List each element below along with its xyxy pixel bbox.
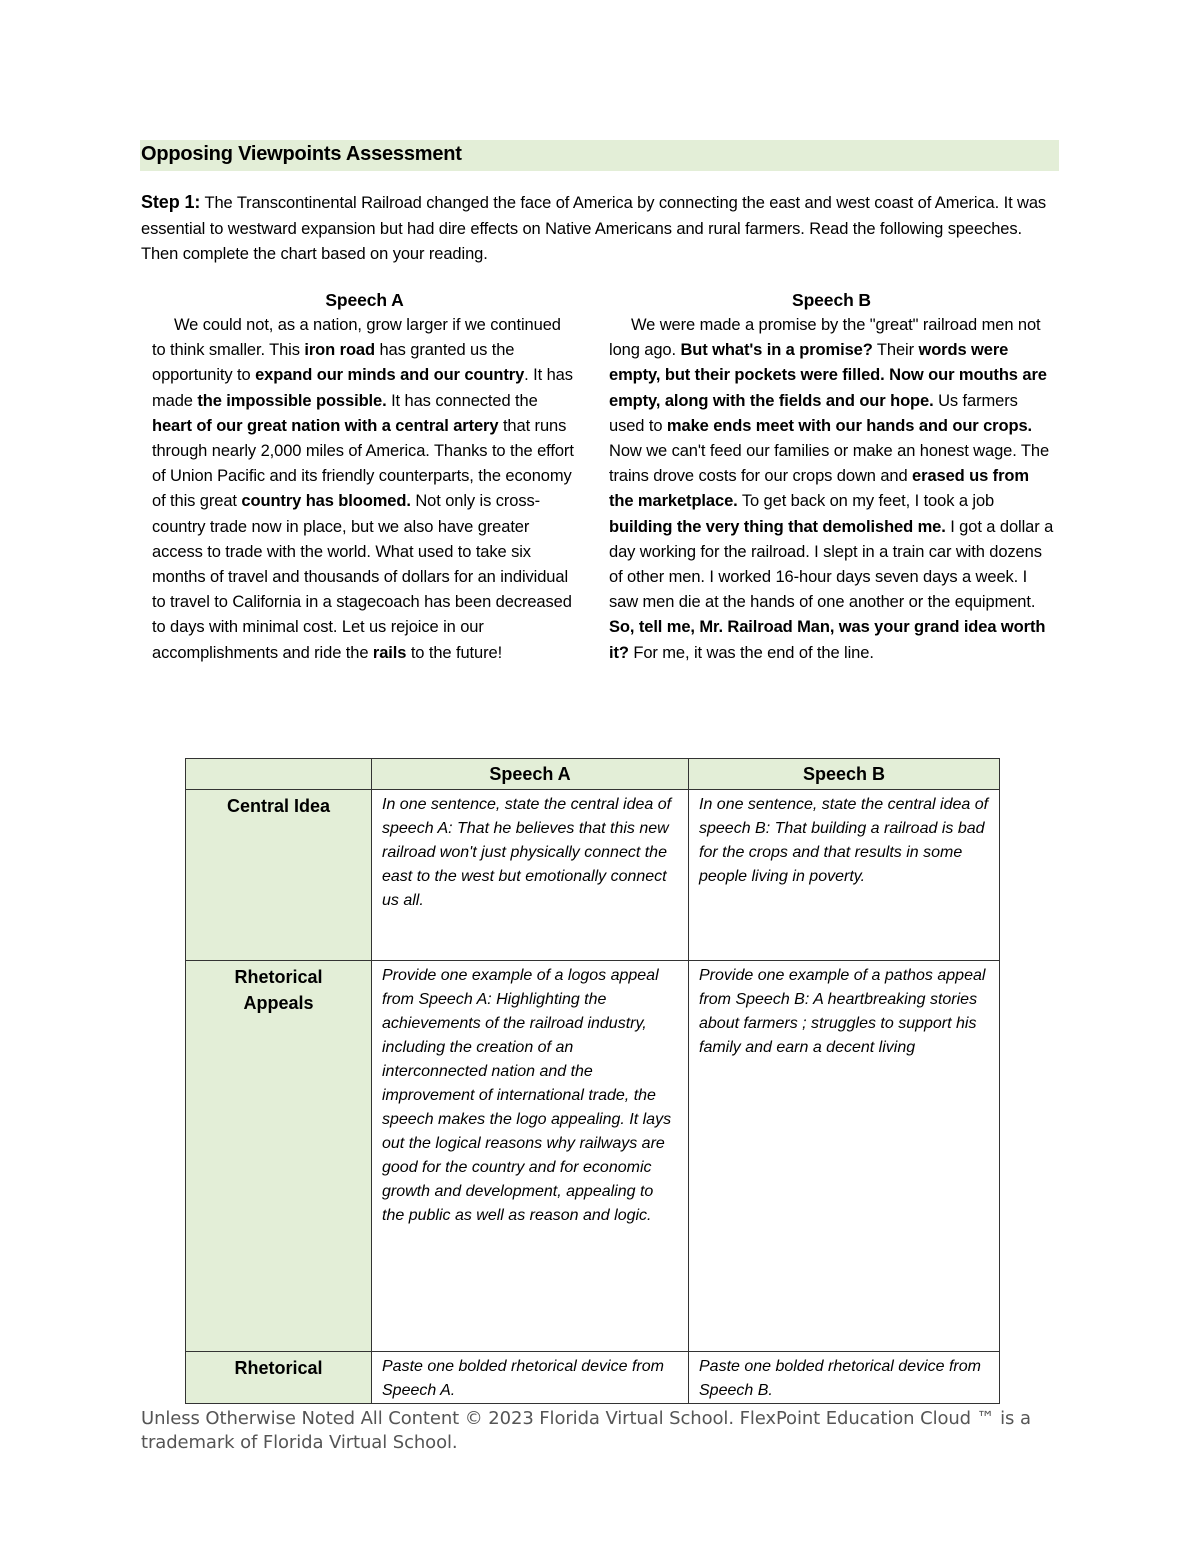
cell-rhetorical-a[interactable]: Paste one bolded rhetorical device from Speech A.	[372, 1352, 689, 1404]
speech-a-bold-phrase: iron road	[304, 341, 375, 360]
speech-a-bold-phrase: heart of our great nation with a central artery	[152, 416, 499, 435]
speech-b-heading: Speech B	[792, 290, 871, 310]
speech-b-bold-phrase: words were empty, but their pockets were filled. Now our mouths are empty, along with the fields and our hope.	[609, 341, 1047, 410]
speech-a-text-run: It has connected the	[386, 391, 538, 410]
speech-a-text-run: to the future!	[406, 643, 503, 662]
title-bar	[140, 140, 1059, 171]
row-label-central-idea: Central Idea	[186, 790, 372, 961]
footer-copyright: Unless Otherwise Noted All Content © 2023 Florida Virtual School. FlexPoint Education Cloud ™ is a trademark of Florida Virtual School.	[141, 1408, 1031, 1453]
speech-b-text-run: For me, it was the end of the line.	[628, 643, 874, 662]
chart-row-rhetorical	[186, 1352, 1000, 1404]
speech-a-bold-phrase: expand our minds and our country	[255, 366, 525, 385]
speech-b-text-run: We were made a promise by the "great" railroad men not long ago.	[609, 316, 1041, 360]
speech-a-bold-phrase: rails	[372, 643, 407, 662]
speech-a-text-run: has granted us the opportunity to	[152, 341, 515, 385]
speech-b-text-run: Now we can't feed our families or make an honest wage. The trains drove costs for our crops down and	[609, 442, 1050, 486]
speech-b-text-run: To get back on my feet, I took a job	[737, 492, 995, 511]
speech-a-text-run: that runs through nearly 2,000 miles of America. Thanks to the effort of Union Pacific and its friendly counterparts, the economy of this great	[152, 416, 574, 511]
intro-paragraph	[141, 190, 1061, 268]
speech-b-text-run: Their	[872, 341, 919, 360]
cell-rhetorical-appeals-b[interactable]: Provide one example of a pathos appeal from Speech B: A heartbreaking stories about farmers ; struggles to support his family and earn a decent living	[689, 961, 1000, 1352]
speech-b-text-run: Us farmers used to	[609, 391, 1018, 435]
cell-rhetorical-appeals-a[interactable]: Provide one example of a logos appeal from Speech A: Highlighting the achievements of the railroad industry, including the creation of an interconnected nation and the improvement of international trade, the speech makes the logo appealing. It lays out the logical reasons why railways are good for the country and for economic growth and development, appealing to the public as well as reason and logic.	[372, 961, 689, 1352]
speech-a-text-run: Not only is cross-country trade now in place, but we also have greater access to trade with the world. What used to take six months of travel and thousands of dollars for an individual to travel to California in a stagecoach has been decreased to days with minimal cost. Let us rejoice in our accomplishments and ride the	[152, 492, 572, 662]
row-label-rhetorical-appeals	[186, 961, 372, 1352]
speech-b-bold-phrase: So, tell me, Mr. Railroad Man, was your grand idea worth it?	[609, 618, 1046, 662]
chart-header-blank	[186, 759, 372, 790]
comparison-chart	[185, 758, 1000, 1404]
cell-central-idea-b[interactable]: In one sentence, state the central idea of speech B: That building a railroad is bad for the crops and that results in some people living in poverty.	[689, 790, 1000, 961]
chart-header-row	[186, 759, 1000, 790]
speech-a-text-run: We could not, as a nation, grow larger if we continued to think smaller. This	[152, 316, 561, 360]
speech-b-bold-phrase: building the very thing that demolished me.	[609, 517, 946, 536]
chart-header-speech-b: Speech B	[689, 759, 1000, 790]
row-label-rhetorical: Rhetorical	[186, 1352, 372, 1404]
speech-a	[152, 287, 577, 666]
speech-a-bold-phrase: country has bloomed.	[241, 492, 411, 511]
speech-b-text	[609, 313, 1054, 666]
speech-b-bold-phrase: erased us from the marketplace.	[609, 467, 1029, 511]
page-title: Opposing Viewpoints Assessment	[141, 143, 462, 165]
speech-b-bold-phrase: make ends meet with our hands and our crops.	[666, 416, 1033, 435]
cell-central-idea-a[interactable]: In one sentence, state the central idea of speech A: That he believes that this new railroad won't just physically connect the east to the west but emotionally connect us all.	[372, 790, 689, 961]
intro-text: The Transcontinental Railroad changed the face of America by connecting the east and west coast of America. It was essential to westward expansion but had dire effects on Native Americans and rural farmers. Read the following speeches. Then complete the chart based on your reading.	[141, 194, 1047, 263]
speech-a-heading: Speech A	[325, 290, 404, 310]
chart-header-speech-a: Speech A	[372, 759, 689, 790]
speech-b-bold-phrase: But what's in a promise?	[680, 341, 873, 360]
speech-b	[609, 287, 1054, 666]
row-label-rhetorical-appeals-text: Rhetorical Appeals	[234, 967, 323, 1013]
speech-a-text-run: . It has made	[152, 366, 573, 410]
step-label: Step 1:	[141, 192, 201, 212]
speech-b-text-run: I got a dollar a day working for the railroad. I slept in a train car with dozens of other men. I worked 16-hour days seven days a week. I saw men die at the hands of one another or the equipment.	[609, 517, 1054, 612]
speech-a-bold-phrase: the impossible possible.	[197, 391, 387, 410]
chart-row-central-idea	[186, 790, 1000, 961]
cell-rhetorical-b[interactable]: Paste one bolded rhetorical device from Speech B.	[689, 1352, 1000, 1404]
chart-row-rhetorical-appeals	[186, 961, 1000, 1352]
speech-a-text	[152, 313, 577, 666]
